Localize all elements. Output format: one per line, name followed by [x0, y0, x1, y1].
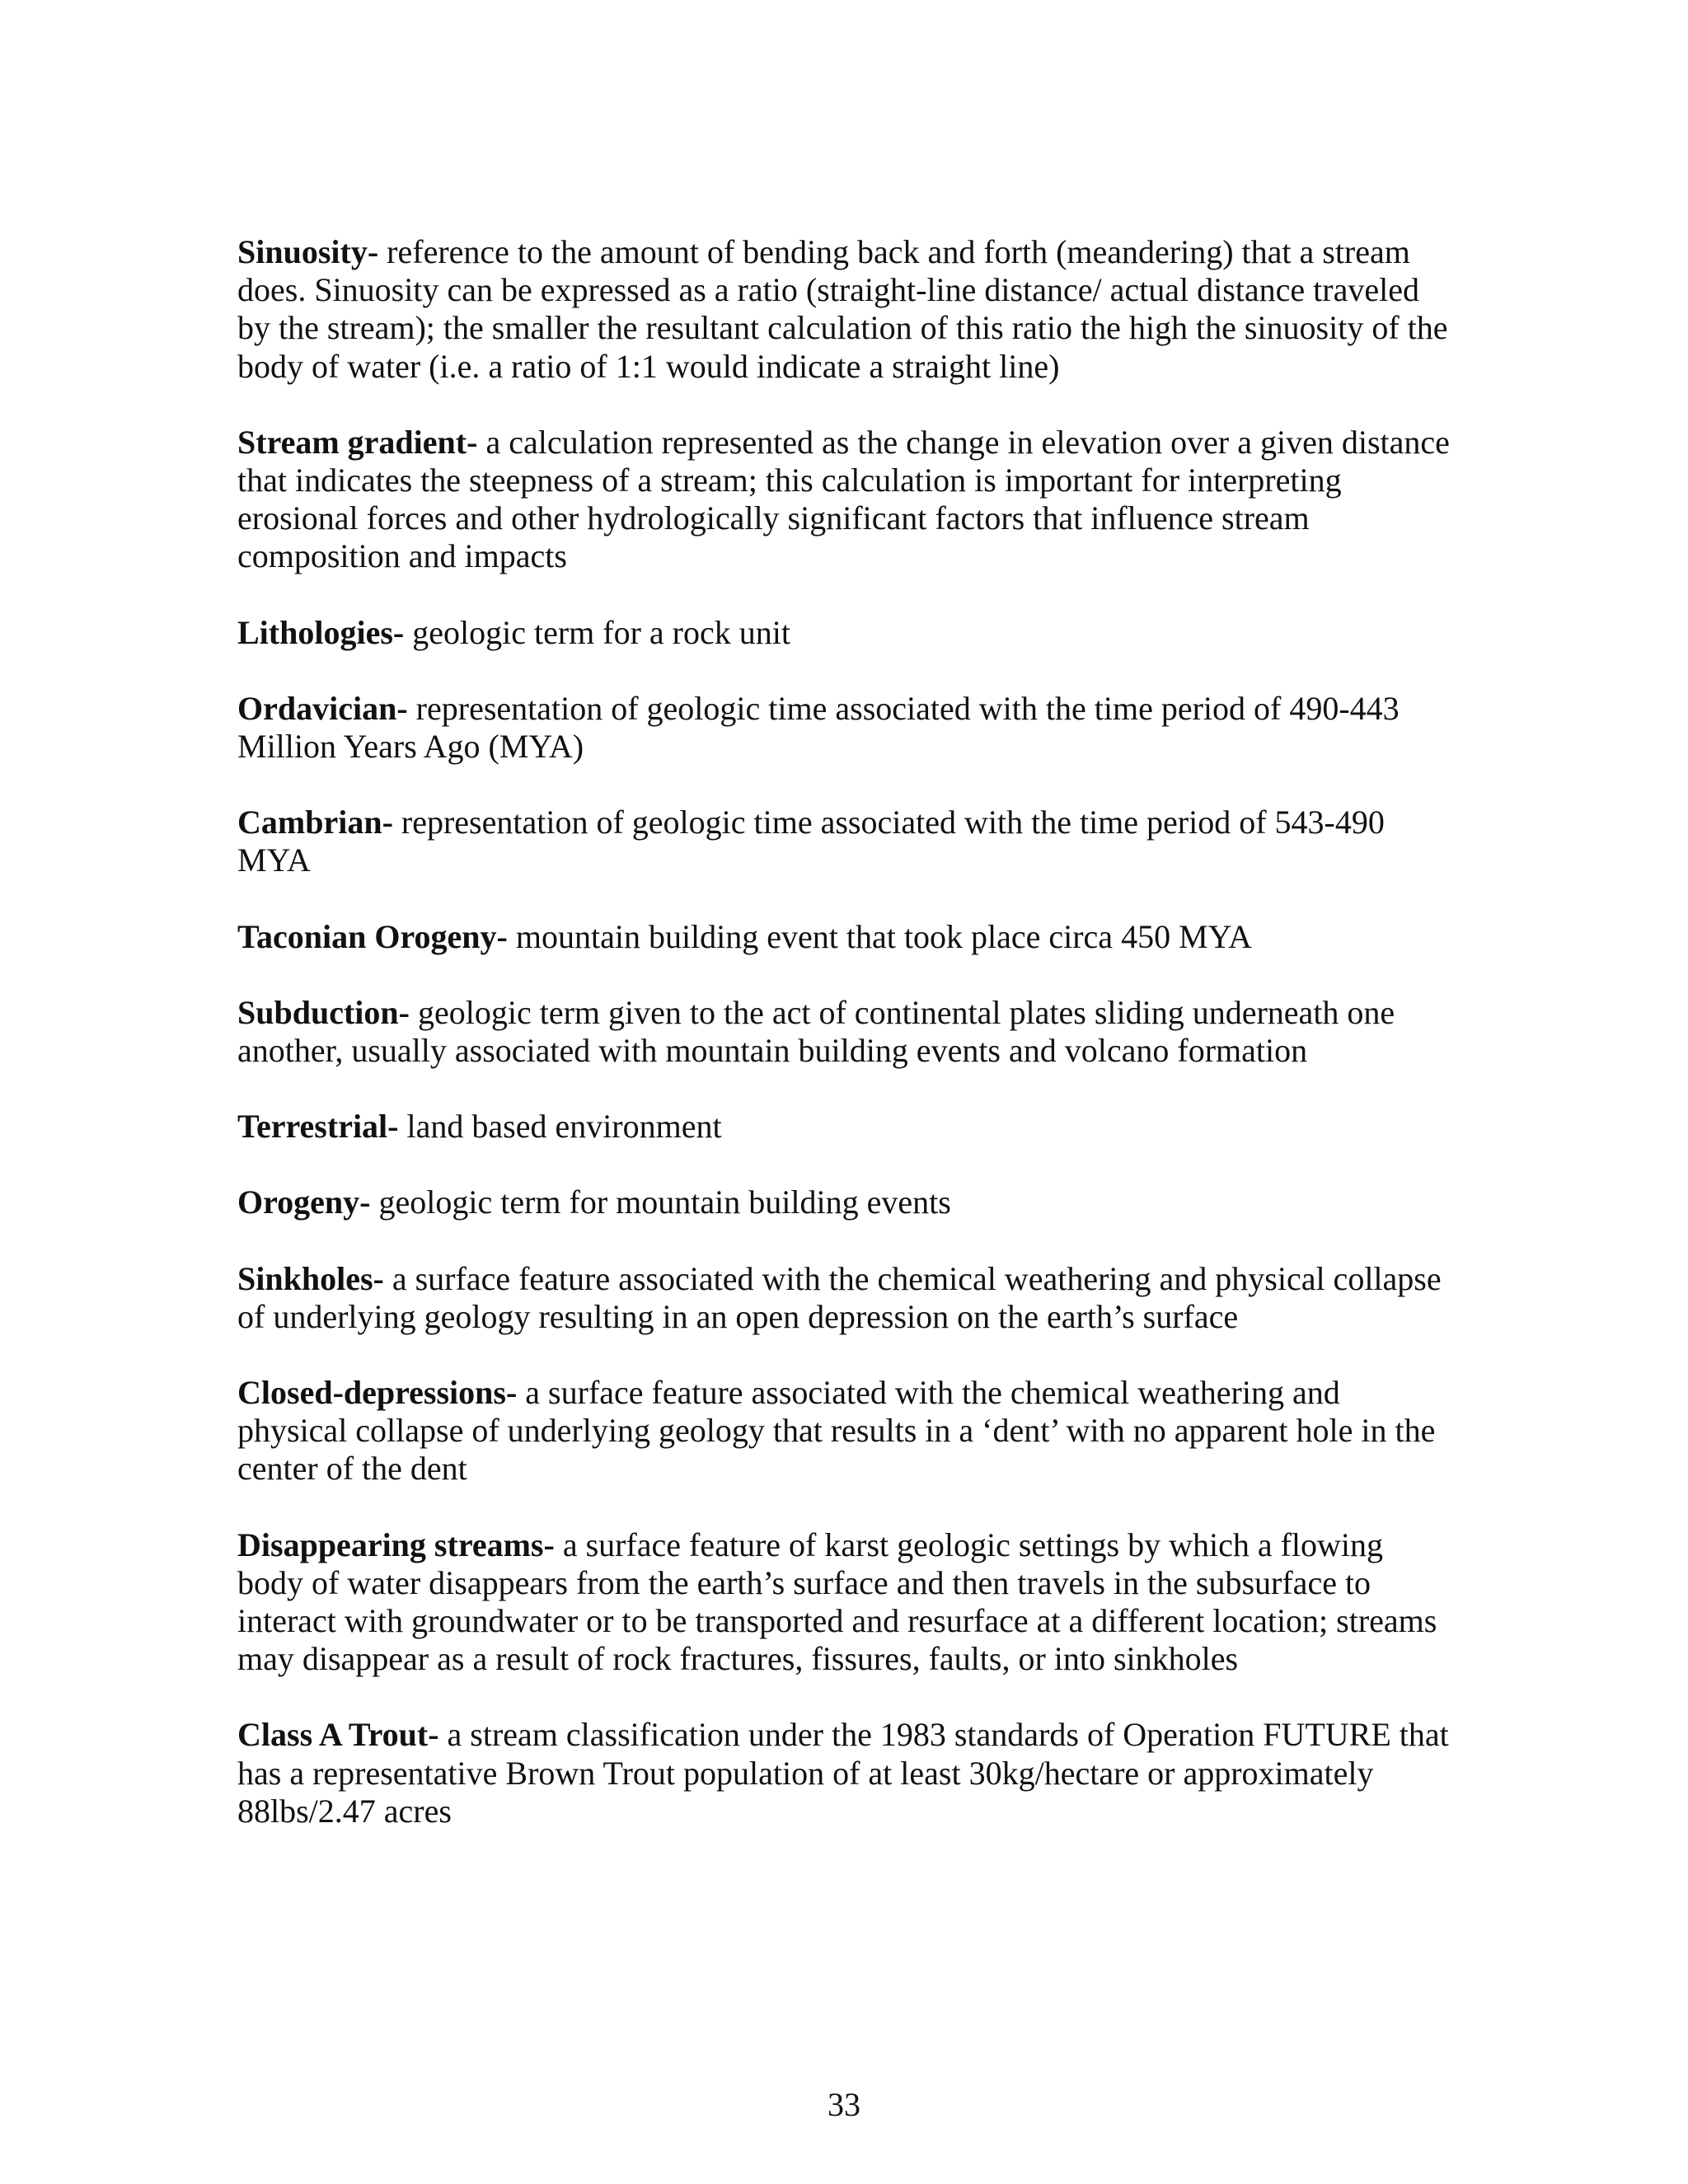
glossary-term: Cambrian-	[237, 804, 393, 841]
glossary-definition: a surface feature associated with the chemical weathering and physical collapse of underlying geology that results in a ‘dent’ with no apparent hole in the center of the dent	[237, 1374, 1436, 1488]
glossary-term: Sinuosity-	[237, 233, 379, 270]
glossary-entry-cambrian	[237, 804, 1457, 879]
glossary-term: Lithologies-	[237, 613, 405, 651]
glossary-entry-closed-depressions	[237, 1374, 1457, 1488]
glossary-term: Terrestrial-	[237, 1108, 399, 1146]
glossary-definition: a surface feature associated with the chemical weathering and physical collapse of underlying geology resulting in an open depression on the earth’s surface	[237, 1259, 1442, 1335]
glossary-entry-orogeny	[237, 1183, 1457, 1221]
glossary-entry-lithologies	[237, 614, 1457, 652]
glossary-entry-class-a-trout	[237, 1716, 1457, 1830]
glossary-entry-ordavician	[237, 690, 1457, 766]
glossary-definition: land based environment	[398, 1108, 722, 1146]
glossary-term: Taconian Orogeny-	[237, 917, 508, 955]
glossary-term: Sinkholes-	[237, 1259, 384, 1297]
glossary-definition: representation of geologic time associated with the time period of 490-443 Million Years Ago (MYA)	[237, 689, 1400, 766]
glossary-term: Class A Trout-	[237, 1716, 439, 1754]
glossary-definition: a surface feature of karst geologic settings by which a flowing body of water disappears from the earth’s surface and then travels in the subsurface to interact with groundwater or to be transported and resurface at a different location; streams may disappear as a result of rock fractures, fissures, faults, or into sinkholes	[237, 1526, 1437, 1678]
glossary-definition: geologic term given to the act of continental plates sliding underneath one another, usually associated with mountain building events and volcano formation	[237, 993, 1395, 1070]
glossary-definition: geologic term for mountain building events	[370, 1183, 951, 1221]
glossary-term: Disappearing streams-	[237, 1526, 555, 1563]
glossary-definition: a stream classification under the 1983 standards of Operation FUTURE that has a representative Brown Trout population of at least 30kg/hectare or approximately 88lbs/2.47 acres	[237, 1716, 1449, 1830]
glossary-definition: a calculation represented as the change in elevation over a given distance that indicates the steepness of a stream; this calculation is important for interpreting erosional forces and other hydrologically significant factors that influence stream composition and impacts	[237, 423, 1450, 575]
glossary-entry-taconian-orogeny	[237, 918, 1457, 956]
glossary-definition: representation of geologic time associated with the time period of 543-490 MYA	[237, 804, 1385, 879]
glossary-term: Closed-depressions-	[237, 1374, 518, 1412]
glossary-definition: mountain building event that took place circa 450 MYA	[507, 917, 1252, 955]
page-number: 33	[828, 2086, 860, 2123]
glossary-definition: reference to the amount of bending back and forth (meandering) that a stream does. Sinuosity can be expressed as a ratio (straight-line distance/ actual distance traveled by the stream); the smaller the resultant calculation of this ratio the high the sinuosity of the body of water (i.e. a ratio of 1:1 would indicate a straight line)	[237, 233, 1448, 385]
glossary-term: Ordavician-	[237, 689, 408, 727]
glossary-entry-subduction	[237, 994, 1457, 1070]
glossary-term: Stream gradient-	[237, 423, 478, 461]
glossary-list	[237, 233, 1457, 1868]
glossary-definition: geologic term for a rock unit	[404, 613, 790, 651]
glossary-term: Orogeny-	[237, 1183, 371, 1221]
glossary-term: Subduction-	[237, 993, 410, 1031]
glossary-entry-sinkholes	[237, 1260, 1457, 1336]
glossary-entry-disappearing-streams	[237, 1526, 1457, 1679]
glossary-entry-sinuosity	[237, 233, 1457, 386]
glossary-entry-terrestrial	[237, 1108, 1457, 1146]
glossary-entry-stream-gradient	[237, 424, 1457, 576]
